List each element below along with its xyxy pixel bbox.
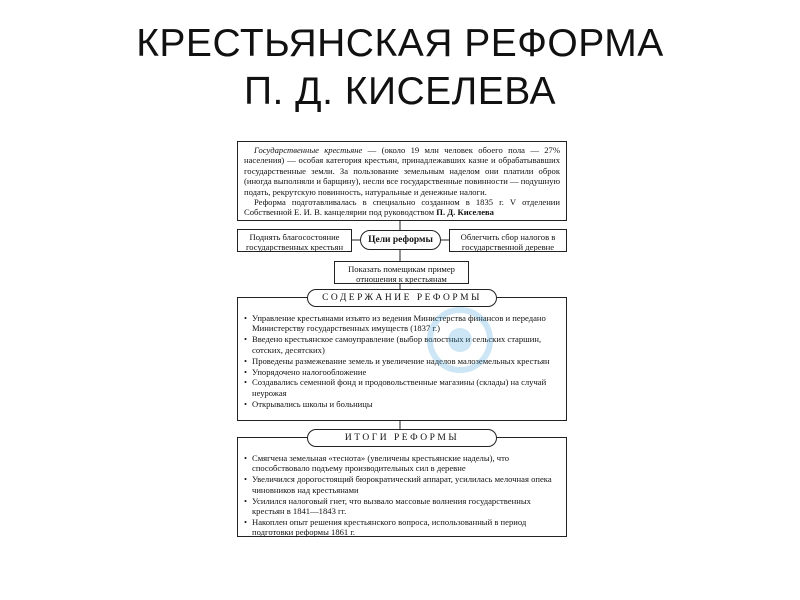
content-item: • Открывались школы и больницы xyxy=(244,399,560,409)
intro-leader: П. Д. Киселева xyxy=(436,207,494,218)
results-item: • Смягчена земельная «теснота» (увеличены крестьянские наделы), что способствовало подъему производительных сил в деревне xyxy=(244,453,560,474)
results-item: • Усилился налоговый гнет, что вызвало массовые волнения государственных крестьян в 1841—1843 гг. xyxy=(244,496,560,517)
goals-center-text: Цели реформы xyxy=(368,235,433,245)
intro-definition xyxy=(244,145,560,197)
content-item: • Упорядочено налогообложение xyxy=(244,367,560,377)
intro-preparation xyxy=(244,197,560,218)
results-header-text: ИТОГИ РЕФОРМЫ xyxy=(344,433,460,443)
goal-left-box xyxy=(237,229,352,252)
results-box xyxy=(237,437,567,537)
content-item: • Введено крестьянское самоуправление (выбор волостных и сельских старшин, сотских, десятских) xyxy=(244,334,560,355)
intro-term: Государственные крестьяне xyxy=(254,145,363,155)
goal-left-text: Поднять благосостояние государственных крестьян xyxy=(245,232,344,253)
results-header xyxy=(307,429,497,447)
content-item: • Создавались семенной фонд и продовольственные магазины (склады) на случай неурожая xyxy=(244,377,560,398)
content-header-text: СОДЕРЖАНИЕ РЕФОРМЫ xyxy=(322,293,482,303)
content-item: • Проведены размежевание земель и увеличение наделов малоземельных крестьян xyxy=(244,356,560,366)
results-item: • Увеличился дорогостоящий бюрократический аппарат, усилилась мелочная опека чиновников над крестьянами xyxy=(244,474,560,495)
content-item: • Управление крестьянами изъято из ведения Министерства финансов и передано Министерству государственных имуществ (1837 г.) xyxy=(244,313,560,334)
goal-bottom-text: Показать помещикам пример отношения к крестьянам xyxy=(348,264,455,285)
goal-right-box xyxy=(449,229,567,252)
content-box xyxy=(237,297,567,421)
title-line-2: П. Д. КИСЕЛЕВА xyxy=(243,70,557,113)
goal-right-text: Облегчить сбор налогов в государственной деревне xyxy=(460,232,556,253)
results-list xyxy=(244,453,560,538)
intro-preparation-text: Реформа подготавливалась в специально созданном в 1835 г. V отделении Собственной Е. И. В. канцелярии под руководством xyxy=(244,197,560,218)
content-header xyxy=(307,289,497,307)
title-line-1: КРЕСТЬЯНСКАЯ РЕФОРМА xyxy=(136,22,664,65)
goal-bottom-box xyxy=(334,261,469,284)
intro-box xyxy=(237,141,567,221)
results-item: • Накоплен опыт решения крестьянского вопроса, использованный в период подготовки реформы 1861 г. xyxy=(244,517,560,538)
content-list xyxy=(244,313,560,409)
goals-center-label xyxy=(360,230,441,250)
intro-definition-text: — (около 19 млн человек обоего пола — 27% населения) — особая категория крестьян, принадлежавших казне и обрабатывавших государственные земли. За пользование земельным наделом они платили оброк (иногда выполняли и барщину), несли все государственные повинности — подушную подать, рекрутскую повинность, натуральные и денежные налоги. xyxy=(244,145,561,197)
